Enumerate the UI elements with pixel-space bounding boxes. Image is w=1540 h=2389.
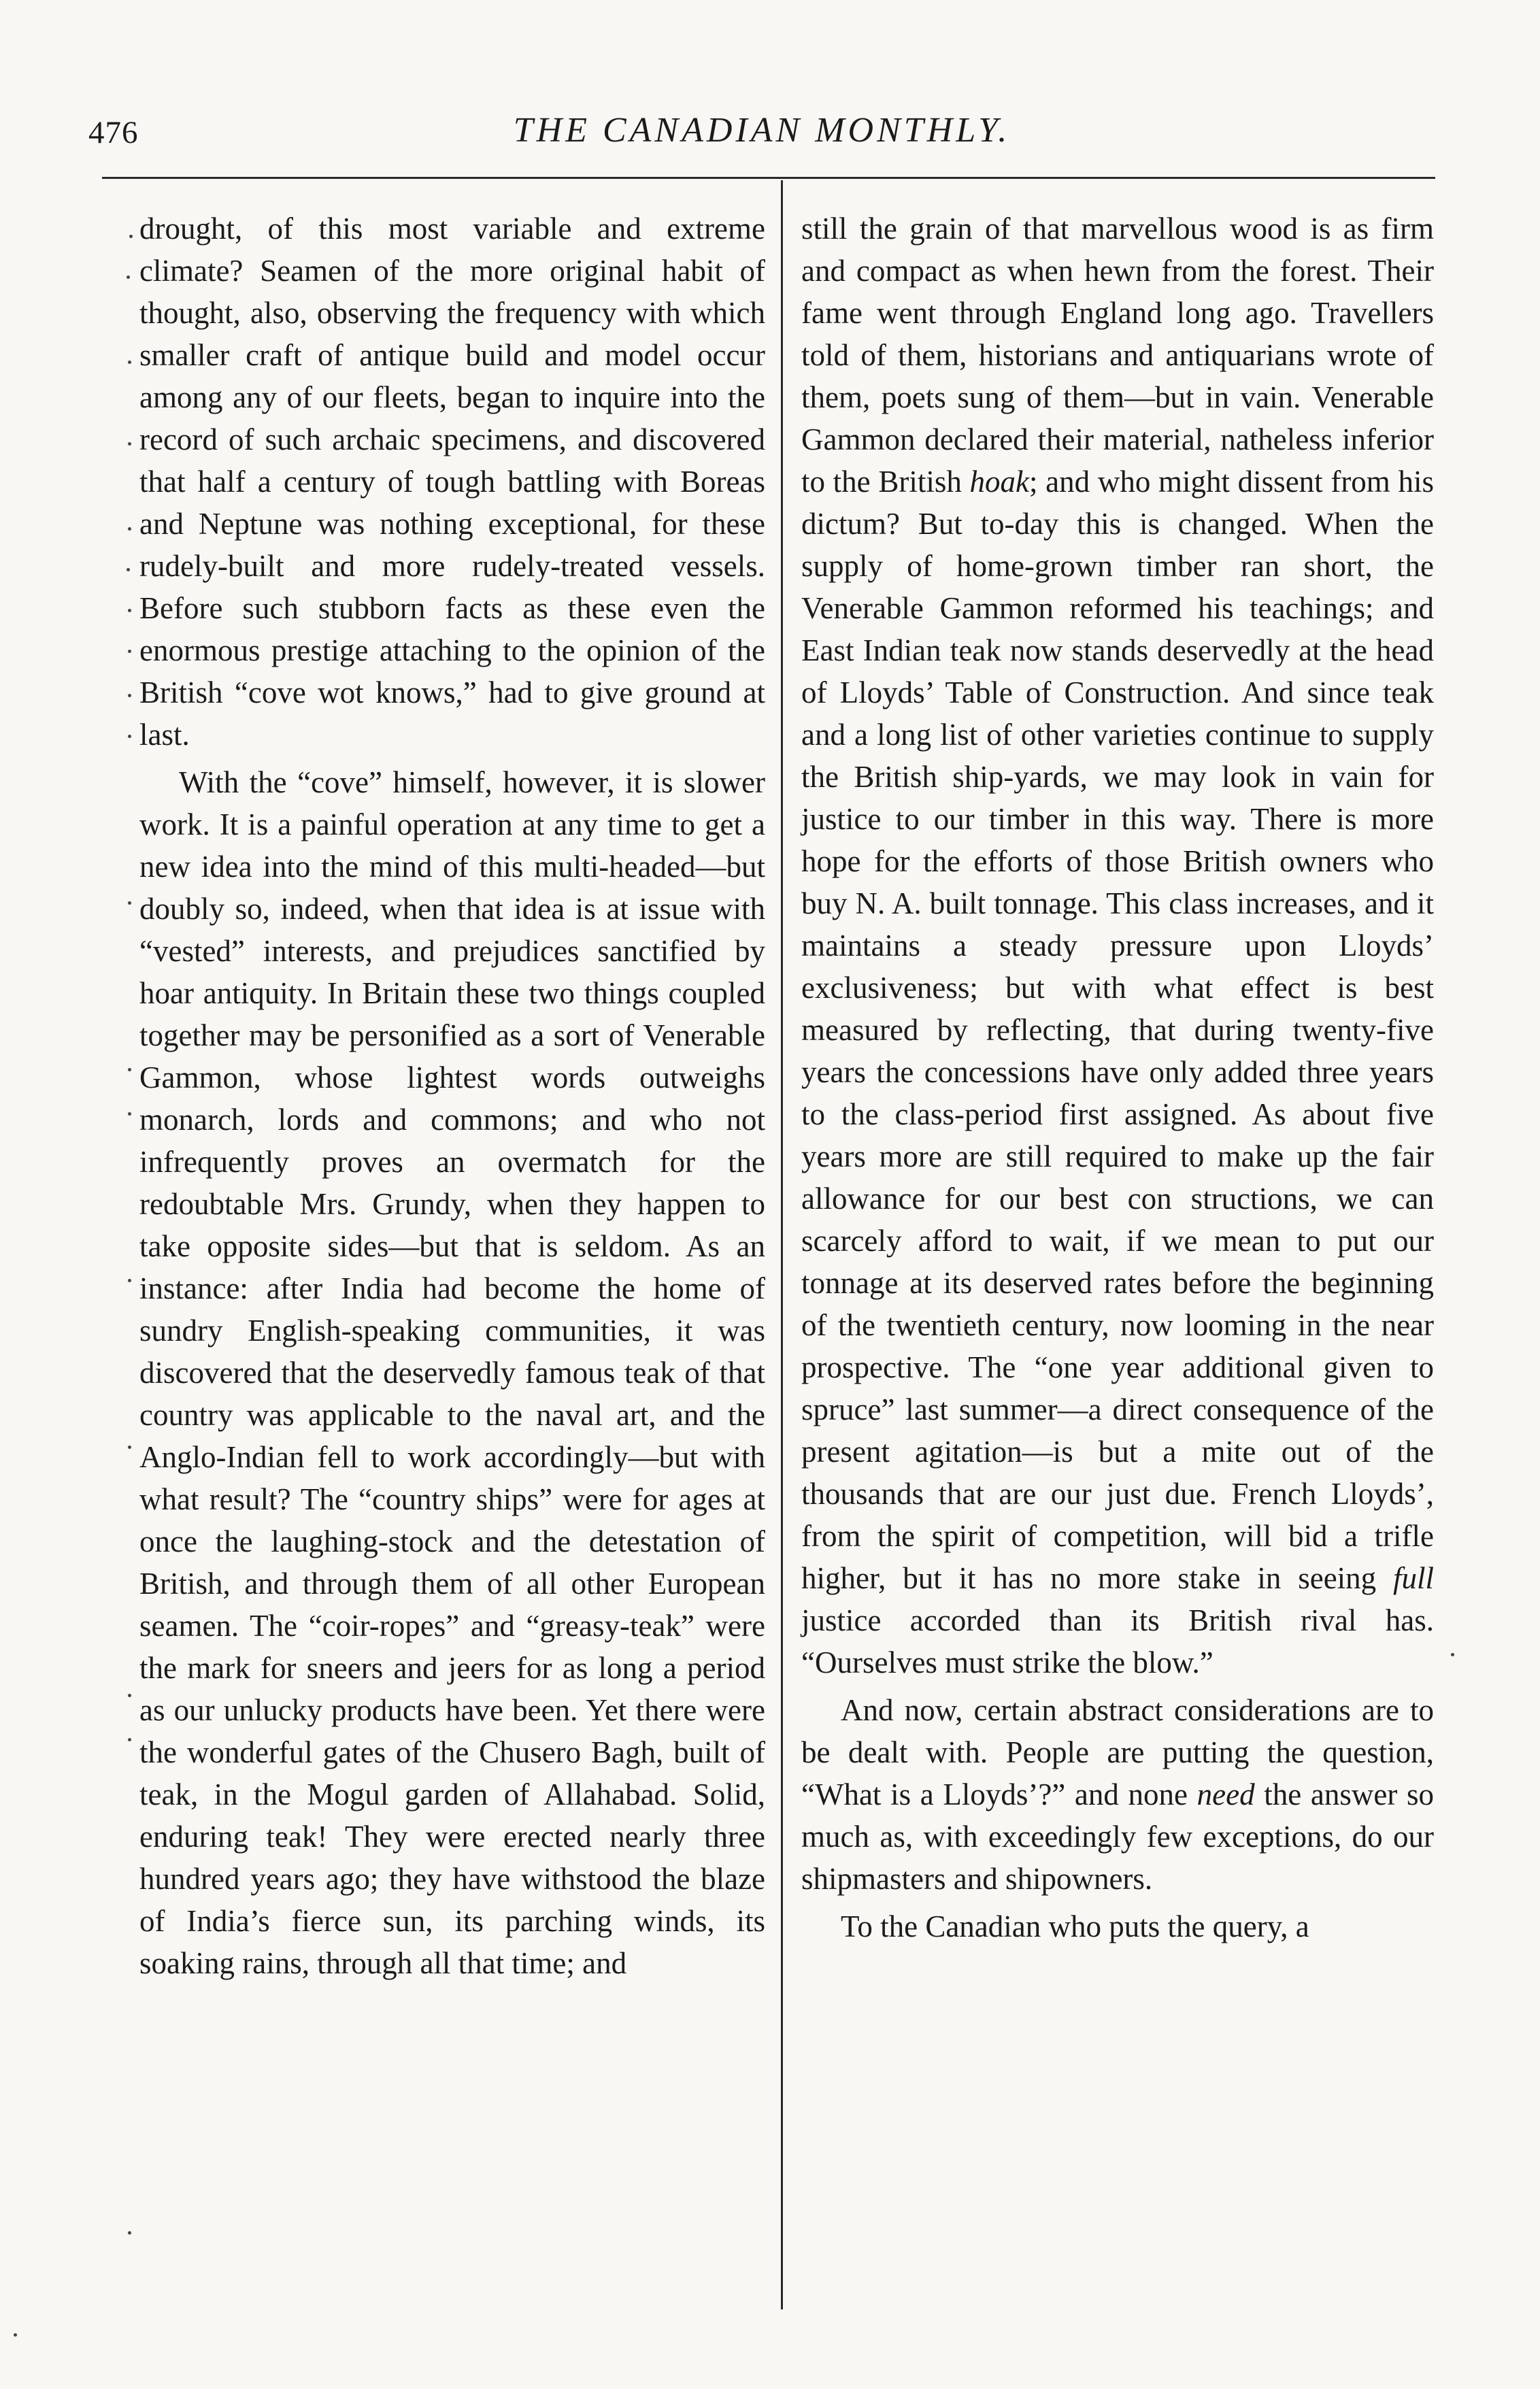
margin-mark — [128, 442, 131, 446]
page-number: 476 — [88, 115, 139, 150]
margin-mark — [128, 2231, 131, 2235]
margin-mark — [128, 1694, 131, 1697]
margin-mark — [128, 1068, 131, 1071]
italic-word: need — [1196, 1777, 1255, 1811]
margin-mark — [128, 1112, 131, 1116]
margin-mark — [128, 1279, 131, 1282]
italic-word: full — [1392, 1561, 1434, 1595]
margin-mark — [127, 568, 130, 571]
margin-mark — [128, 1738, 131, 1741]
margin-mark — [128, 650, 131, 653]
text-run: And now, certain abstract considerations are to be dealt with. People are putting the question, “What is a Lloyds’?” and none — [801, 1693, 1434, 1811]
margin-mark — [1451, 1653, 1454, 1656]
margin-mark — [128, 901, 131, 905]
page-header — [88, 109, 1435, 163]
paragraph: drought, of this most variable and extreme climate? Seamen of the more original habit of thought, also, observing the frequency with which smaller craft of antique build and model occur among any of our fleets, began to inquire into the record of such archaic specimens, and discovered that half a century of tough battling with Boreas and Neptune was nothing exceptional, for these rudely-built and more rudely-treated vessels. Before such stubborn facts as these even the enormous prestige attaching to the opinion of the British “cove wot knows,” had to give ground at last. — [139, 212, 765, 752]
margin-mark — [14, 2333, 17, 2337]
paragraph: With the “cove” himself, however, it is slower work. It is a painful operation at any time to get a new idea into the mind of this multi-headed—but doubly so, indeed, when that idea is at issue with “vested” interests, and prejudices sanctified by hoar antiquity. In Britain these two things coupled together may be personified as a sort of Venerable Gammon, whose lightest words outweighs monarch, lords and commons; and who not infrequently proves an overmatch for the redoubtable Mrs. Grundy, when they happen to take opposite sides—but that is seldom. As an instance: after India had become the home of sundry English-speaking communities, it was discovered that the deservedly famous teak of that country was applicable to the naval art, and the Anglo-Indian fell to work accordingly—but with what result? The “country ships” were for ages at once the laughing-stock and the detestation of British, and through them of all other European seamen. The “coir-ropes” and “greasy-teak” were the mark for sneers and jeers for as long a period as our unlucky products have been. Yet there were the wonderful gates of the Chusero Bagh, built of teak, in the Mogul garden of Allahabad. Solid, enduring teak! They were erected nearly three hundred years ago; they have withstood the blaze of India’s fierce sun, its parching winds, its soaking rains, through all that time; and — [139, 765, 765, 1980]
running-title: THE CANADIAN MONTHLY. — [513, 111, 1011, 150]
header-rule — [102, 177, 1435, 179]
text-run: justice accorded than its British rival has. “Ourselves must strike the blow.” — [801, 1603, 1434, 1680]
paragraph — [801, 207, 1434, 1684]
text-run: the answer so much as, with exceedingly few exceptions, do our shipmasters and shipowners. — [801, 1777, 1434, 1896]
margin-mark — [128, 735, 131, 738]
margin-mark — [128, 527, 131, 531]
text-run: still the grain of that marvellous wood is as firm and compact as when hewn from the forest. Their fame went through England long ago. Travellers told of them, historians and antiquarians wrote of them, poets sung of them—but in vain. Venerable Gammon declared their material, natheless inferior to the British — [801, 212, 1434, 499]
margin-mark — [128, 361, 131, 364]
paragraph: To the Canadian who puts the query, a — [841, 1909, 1309, 1943]
margin-mark — [127, 275, 130, 279]
margin-mark — [128, 609, 131, 612]
text-run: ; and who might dissent from his dictum? But to-day this is changed. When the supply of home-grown timber ran short, the Venerable Gammon reformed his teachings; and East Indian teak now stands deservedly at the head of Lloyds’ Table of Construction. And since teak and a long list of other varieties continue to supply the British ship-yards, we may look in vain for justice to our timber in this way. There is more hope for the efforts of those British owners who buy N. A. built tonnage. This class increases, and it maintains a steady pressure upon Lloyds’ exclusiveness; but with what effect is best measured by reflecting, that during twenty-five years the concessions have only added three years to the class-period first assigned. As about five years more are still required to make up the fair allowance for our best con structions, we can scarcely afford to wait, if we mean to put our tonnage at its deserved rates before the beginning of the twentieth century, now looming in the near prospective. The “one year additional given to spruce” last summer—a direct consequence of the present agitation—is but a mite out of the thousands that are our just due. French Lloyds’, from the spirit of competition, will bid a trifle higher, but it has no more stake in seeing — [801, 465, 1434, 1595]
margin-mark — [128, 1446, 131, 1449]
column-divider — [781, 180, 783, 2309]
italic-word: hoak — [969, 465, 1029, 499]
right-column — [801, 207, 1434, 1948]
left-column — [139, 207, 765, 1984]
margin-mark — [129, 235, 133, 238]
paragraph — [801, 1689, 1434, 1900]
margin-mark — [128, 694, 131, 697]
